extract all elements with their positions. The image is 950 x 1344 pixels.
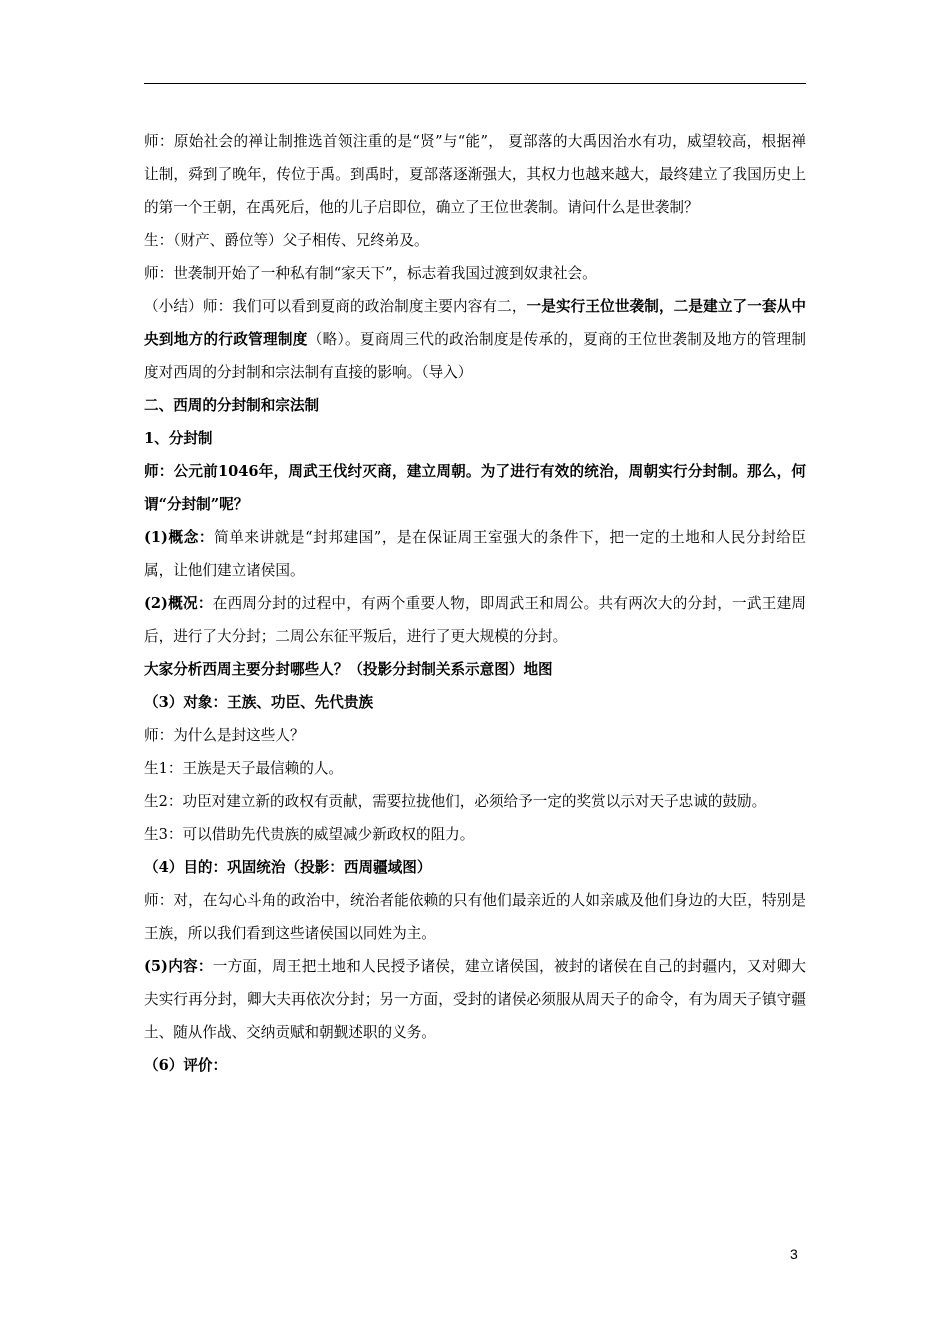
text-run: （略）。夏商周三代的政治制度是传承的，夏商的王位世袭制及地方的管理制度对西周的分封制和宗法制有直接的影响。（导入） bbox=[144, 331, 807, 381]
text-run: 1、分封制 bbox=[144, 430, 213, 447]
paragraph bbox=[144, 719, 806, 752]
paragraph bbox=[144, 851, 806, 884]
text-run: 一是实行王位世袭制，二是建立了一套从中央到地方的行政管理制度 bbox=[144, 298, 806, 348]
text-run: 师：世袭制开始了一种私有制“家天下”，标志着我国过渡到奴隶社会。 bbox=[144, 265, 597, 282]
text-run: 简单来讲就是“封邦建国”，是在保证周王室强大的条件下，把一定的土地和人民分封给臣属，让他们建立诸侯国。 bbox=[144, 529, 806, 579]
text-run: 二、西周的分封制和宗法制 bbox=[144, 397, 320, 414]
text-run: (5)内容： bbox=[144, 958, 213, 975]
text-run: （3）对象：王族、功臣、先代贵族 bbox=[144, 694, 374, 711]
text-run: 生1：王族是天子最信赖的人。 bbox=[144, 760, 344, 777]
text-run: 生：（财产、爵位等）父子相传、兄终弟及。 bbox=[144, 232, 429, 249]
paragraph bbox=[144, 950, 806, 1049]
paragraph bbox=[144, 257, 806, 290]
page-number: 3 bbox=[790, 1246, 798, 1262]
text-run: (2)概况： bbox=[144, 595, 213, 612]
text-run: （小结）师：我们可以看到夏商的政治制度主要内容有二， bbox=[144, 298, 527, 315]
text-run: 生2：功臣对建立新的政权有贡献，需要拉拢他们，必须给予一定的奖赏以示对天子忠诚的鼓励。 bbox=[144, 793, 767, 810]
paragraph bbox=[144, 818, 806, 851]
paragraph bbox=[144, 884, 806, 950]
paragraph bbox=[144, 653, 806, 686]
text-run: 在西周分封的过程中，有两个重要人物，即周武王和周公。共有两次大的分封，一武王建周后，进行了大分封；二周公东征平叛后，进行了更大规模的分封。 bbox=[144, 595, 806, 645]
text-run: （6）评价： bbox=[144, 1057, 228, 1074]
text-run: 生3：可以借助先代贵族的威望减少新政权的阻力。 bbox=[144, 826, 475, 843]
paragraph bbox=[144, 389, 806, 422]
text-run: 师：对，在勾心斗角的政治中，统治者能依赖的只有他们最亲近的人如亲戚及他们身边的大臣，特别是王族，所以我们看到这些诸侯国以同姓为主。 bbox=[144, 892, 806, 942]
paragraph bbox=[144, 521, 806, 587]
paragraph bbox=[144, 422, 806, 455]
text-run: 师：为什么是封这些人？ bbox=[144, 727, 305, 744]
text-run: (1)概念： bbox=[144, 529, 215, 546]
header-rule bbox=[144, 83, 806, 84]
paragraph bbox=[144, 290, 806, 389]
text-run: （4）目的：巩固统治（投影：西周疆域图） bbox=[144, 859, 432, 876]
paragraph bbox=[144, 455, 806, 521]
text-run: 师：原始社会的禅让制推选首领注重的是“贤”与“能”， 夏部落的大禹因治水有功，威望较高，根据禅让制，舜到了晚年，传位于禹。到禹时，夏部落逐渐强大，其权力也越来越大，最终建立了我国历史上的第一个王朝，在禹死后，他的儿子启即位，确立了王位世袭制。请问什么是世袭制？ bbox=[144, 133, 806, 216]
paragraph bbox=[144, 686, 806, 719]
paragraph bbox=[144, 1049, 806, 1082]
paragraph bbox=[144, 224, 806, 257]
text-run: 大家分析西周主要分封哪些人？（投影分封制关系示意图）地图 bbox=[144, 661, 553, 678]
paragraph bbox=[144, 785, 806, 818]
paragraph bbox=[144, 125, 806, 224]
document-body bbox=[144, 125, 806, 1082]
text-run: 师：公元前1046年，周武王伐纣灭商，建立周朝。为了进行有效的统治，周朝实行分封制。那么，何谓“分封制”呢？ bbox=[144, 463, 806, 513]
paragraph bbox=[144, 587, 806, 653]
paragraph bbox=[144, 752, 806, 785]
text-run: 一方面，周王把土地和人民授予诸侯，建立诸侯国，被封的诸侯在自己的封疆内，又对卿大夫实行再分封，卿大夫再依次分封；另一方面，受封的诸侯必须服从周天子的命令，有为周天子镇守疆土、随从作战、交纳贡赋和朝觐述职的义务。 bbox=[144, 958, 806, 1041]
